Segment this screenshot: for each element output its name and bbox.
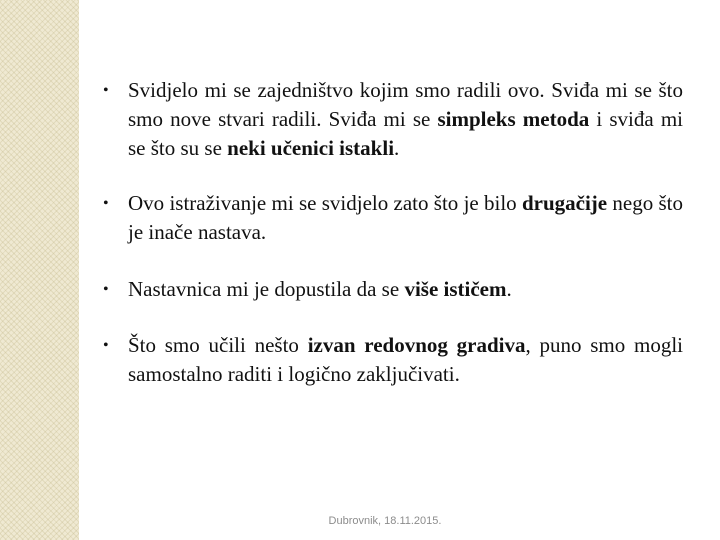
bullet-text: Nastavnica mi je dopustila da se	[128, 277, 405, 301]
bullet-text: .	[506, 277, 512, 301]
slide-footer: Dubrovnik, 18.11.2015.	[328, 515, 442, 527]
bullet-text: nego što je inače nastava.	[128, 191, 683, 244]
bullet-item-1	[103, 76, 683, 163]
bullet-bold-text: više ističem	[404, 277, 507, 301]
bullet-bold-text: simpleks metoda	[437, 107, 590, 131]
slide-content	[103, 76, 683, 389]
bullet-text: Što smo učili nešto	[128, 333, 308, 357]
bullet-item-4	[103, 331, 683, 389]
bullet-item-2	[103, 189, 683, 247]
bullet-text: Svidjelo mi se zajedništvo kojim smo radili ovo. Sviđa mi se što smo nove stvari radili. Sviđa mi se	[128, 78, 683, 131]
bullet-text: Ovo istraživanje mi se svidjelo zato što je bilo	[128, 191, 522, 215]
bullet-text: , puno smo mogli samostalno raditi i logično zaključivati.	[128, 333, 683, 386]
bullet-bold-text: drugačije	[521, 191, 608, 215]
bullet-bold-text: neki učenici istakli	[227, 136, 395, 160]
bullet-bold-text: izvan redovnog gradiva	[307, 333, 526, 357]
bullet-text: .	[394, 136, 400, 160]
decorative-side-strip	[0, 0, 79, 540]
bullet-text: i sviđa mi se što su se	[128, 107, 683, 160]
bullet-item-3	[103, 275, 683, 304]
